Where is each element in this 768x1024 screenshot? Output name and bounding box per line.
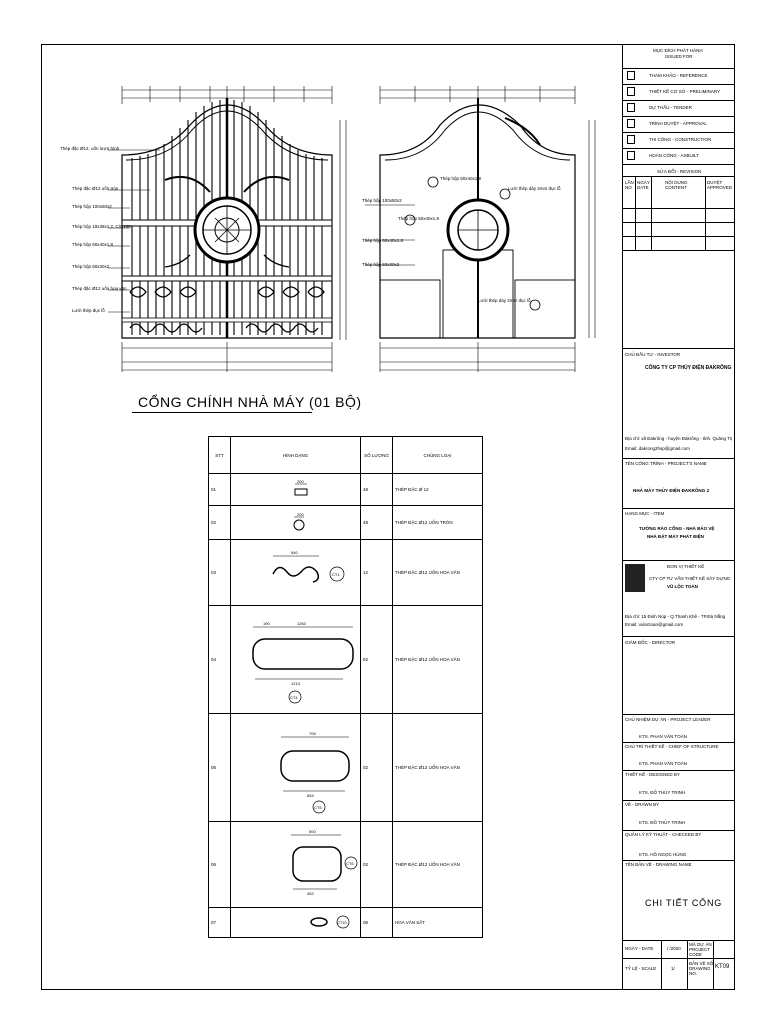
row-stt: 01 (209, 474, 231, 506)
date-label: NGÀY - DATE (625, 946, 654, 951)
dim-r3: 540 (291, 550, 298, 555)
issue-item-label: TRÌNH DUYỆT - APPROVAL (649, 121, 707, 126)
row-stt: 03 (209, 540, 231, 606)
table-row (209, 822, 483, 908)
header-type: CHỦNG LOẠI (393, 437, 483, 474)
investor-label: CHỦ ĐẦU TƯ - INVESTOR (625, 352, 681, 357)
row-stt: 04 (209, 606, 231, 714)
designed-label: THIẾT KẾ - DESIGNED BY (625, 772, 680, 777)
revision-title: SỬA ĐỔI - REVISION (657, 169, 702, 174)
item-name-1: TƯỜNG RÀO CỔNG - NHÀ BẢO VỆ (639, 526, 715, 531)
shape-scroll-04 (233, 607, 359, 711)
dim-r4b: 1214 (291, 681, 300, 686)
dim-r4a: 1263 (297, 621, 306, 626)
checked-label: QUẢN LÝ KỸ THUẬT - CHECKED BY (625, 832, 702, 837)
investor-email: Email: dakrong2hsp@gmail.com (625, 446, 690, 451)
title-block (622, 44, 735, 990)
rear-label-6: Lưới thép dày 2mm đục lỗ (508, 186, 561, 191)
tag-ct4: CT4 (290, 695, 298, 700)
designer-address: Địa chỉ: 15 Đinh Núp - Q.Thanh Khê - TP.Đà Nẵng (625, 614, 726, 619)
scale-value: 1/ (671, 966, 675, 971)
table-row (209, 908, 483, 938)
table-row (209, 474, 483, 506)
front-label-1: Thép đặc Ø12, uốn lượn hình (60, 146, 120, 151)
designer-name-1: CTY CP TƯ VẤN THIẾT KẾ XÂY DỰNG (649, 576, 731, 581)
row-type: HOA VĂN SẮT (393, 908, 483, 938)
table-row (209, 606, 483, 714)
rear-label-7: Lưới thép dày 2mm đục lỗ (478, 298, 531, 303)
row-qty: 06 (361, 908, 393, 938)
issued-for-title: MỤC ĐÍCH PHÁT HÀNH (653, 48, 703, 53)
header-stt: STT (209, 437, 231, 474)
header-shape: HÌNH DẠNG (231, 437, 361, 474)
rear-elevation (355, 80, 605, 375)
rev-header-no: LẦN NO (625, 180, 634, 190)
row-qty: 12 (361, 540, 393, 606)
checked-name: KTS. HỒ NGỌC HÙNG (639, 852, 687, 857)
dim-r6b: 452 (307, 891, 314, 896)
header-qty: SỐ LƯỢNG (361, 437, 393, 474)
issue-item-label: THAM KHẢO - REFERENCE (649, 73, 708, 78)
row-qty: 48 (361, 474, 393, 506)
leader-label: CHỦ NHIỆM DỰ ÁN - PROJECT LEADER (625, 717, 711, 722)
front-label-6: Thép hộp 60x30x2 (72, 264, 110, 269)
front-label-7: Thép đặc Ø12 uốn hoa văn (72, 286, 127, 291)
dim-r2: 200 (297, 512, 304, 517)
row-qty: 02 (361, 822, 393, 908)
drawing-title: CỔNG CHÍNH NHÀ MÁY (01 BỘ) (138, 394, 362, 410)
rev-header-approved: DUYỆT APPROVED (707, 180, 733, 190)
issue-checkbox[interactable] (627, 87, 635, 96)
leader-name: KTS. PHAN VĂN TOÀN (639, 734, 687, 739)
row-shape (231, 606, 361, 714)
designer-logo (625, 564, 645, 592)
investor-name: CÔNG TY CP THỦY ĐIỆN ĐAKRÔNG (645, 365, 732, 371)
chief-label: CHỦ TRÌ THIẾT KẾ - CHIEF OF STRUCTURE (625, 744, 719, 749)
row-type: THÉP ĐẶC Ø12 UỐN HOA VĂN (393, 822, 483, 908)
issue-item-label: THIẾT KẾ CƠ SỞ - PRELIMINARY (649, 89, 721, 94)
date-value: / /2020 (667, 946, 681, 951)
row-stt: 05 (209, 714, 231, 822)
rear-label-4: Thép hộp 60x30x2 (362, 262, 400, 267)
item-label: HẠNG MỤC - ITEM (625, 511, 665, 516)
issue-checkbox[interactable] (627, 103, 635, 112)
title-underline (132, 412, 312, 413)
rev-header-content: NỘI DUNG CONTENT (665, 180, 688, 190)
dim-r1: 200 (297, 479, 304, 484)
shape-ornament-07 (233, 909, 359, 935)
row-qty: 02 (361, 606, 393, 714)
designed-name: KTS. ĐỖ THỦY TRINH (639, 790, 686, 795)
issued-for-sub: ISSUED FOR (665, 54, 693, 59)
row-stt: 06 (209, 822, 231, 908)
dim-r4c: 190 (263, 621, 270, 626)
tag-ct10: CT10 (337, 920, 347, 925)
schedule-header (209, 437, 483, 474)
issue-checkbox[interactable] (627, 135, 635, 144)
dim-r5a: 705 (309, 731, 316, 736)
issue-item-label: THI CÔNG - CONSTRUCTION (649, 137, 712, 142)
row-qty: 48 (361, 506, 393, 540)
front-label-4: Thép hộp 18x38x1.2, C/C100 (72, 224, 131, 229)
issue-checkbox[interactable] (627, 71, 635, 80)
chief-name: KTS. PHAN VĂN TOÀN (639, 761, 687, 766)
shape-scroll-03 (233, 542, 359, 602)
tag-ct6: CT6 (346, 861, 354, 866)
shape-scroll-05 (233, 715, 359, 819)
designer-name-2: VŨ LỘC TOÀN (667, 584, 698, 589)
drawn-name: KTS. ĐỖ THỦY TRINH (639, 820, 686, 825)
director-label: GIÁM ĐỐC - DIRECTOR (625, 640, 676, 645)
drawing-no: KT09 (715, 964, 730, 970)
row-shape (231, 474, 361, 506)
table-row (209, 506, 483, 540)
row-stt: 02 (209, 506, 231, 540)
drawn-label: VẼ - DRAWN BY (625, 802, 660, 807)
row-stt: 07 (209, 908, 231, 938)
designer-email: Email: vuloctoan@gmail.com (625, 622, 684, 627)
rear-label-5: Thép hộp 50x40x1.8 (440, 176, 482, 181)
item-name-2: NHÀ ĐẶT MÁY PHÁT ĐIỆN (647, 534, 704, 539)
shape-scroll-06 (233, 823, 359, 905)
tag-ct1: CT1 (332, 572, 340, 577)
parts-schedule (208, 436, 483, 938)
table-row (209, 714, 483, 822)
row-qty: 02 (361, 714, 393, 822)
front-label-2: Thép đặc Ø12 uốn tròn (72, 186, 119, 191)
table-row (209, 540, 483, 606)
rear-label-3: Thép hộp 60x40x1.8 (362, 238, 404, 243)
row-shape (231, 540, 361, 606)
designer-label: ĐƠN VỊ THIẾT KẾ (667, 564, 705, 569)
front-label-3: Thép hộp 100x50x2 (72, 204, 112, 209)
project-name: NHÀ MÁY THỦY ĐIỆN ĐAKRÔNG 2 (633, 488, 710, 493)
row-shape (231, 506, 361, 540)
rear-label-2: Thép hộp 50x40x1.8 (398, 216, 440, 221)
drawing-name: CHI TIẾT CỔNG (645, 898, 723, 908)
row-type: THÉP ĐẶC Ø12 UỐN HOA VĂN (393, 606, 483, 714)
row-shape (231, 908, 361, 938)
scale-label: TỶ LỆ - SCALE (625, 966, 657, 971)
front-label-8: Lưới thép đục lỗ (72, 308, 105, 313)
project-label: TÊN CÔNG TRÌNH - PROJECT'S NAME (625, 461, 707, 466)
dim-r5b: 654 (307, 793, 314, 798)
row-type: THÉP ĐẶC Ø12 UỐN HOA VĂN (393, 540, 483, 606)
dim-r6a: 500 (309, 829, 316, 834)
issue-checkbox[interactable] (627, 151, 635, 160)
issue-item-label: DỰ THẦU - TENDER (649, 105, 692, 110)
rev-header-date: NGÀY DATE (637, 180, 650, 190)
shape-ring-02 (233, 508, 359, 536)
investor-address: Địa chỉ: xã Đakrông - huyện Đakrông - tỉnh. Quảng Trị (625, 436, 733, 441)
project-code-label: MÃ DỰ ÁN PROJECT CODE (689, 942, 712, 957)
row-type: THÉP ĐẶC Ø 12 (393, 474, 483, 506)
issue-item-label: HOÀN CÔNG - ASBUILT (649, 153, 699, 158)
drawing-no-label: BẢN VẼ SỐ DRAWING NO. (689, 961, 714, 976)
issue-checkbox[interactable] (627, 119, 635, 128)
drawing-name-label: TÊN BẢN VẼ - DRAWING NAME (625, 862, 692, 867)
row-type: THÉP ĐẶC Ø12 UỐN TRÒN (393, 506, 483, 540)
front-label-5: Thép hộp 60x40x1.8 (72, 242, 114, 247)
tag-ct5: CT5 (314, 805, 322, 810)
rear-label-1: Thép hộp 100x50x2 (362, 198, 402, 203)
row-type: THÉP ĐẶC Ø12 UỐN HOA VĂN (393, 714, 483, 822)
shape-bar-01 (233, 476, 359, 502)
row-shape (231, 822, 361, 908)
row-shape (231, 714, 361, 822)
